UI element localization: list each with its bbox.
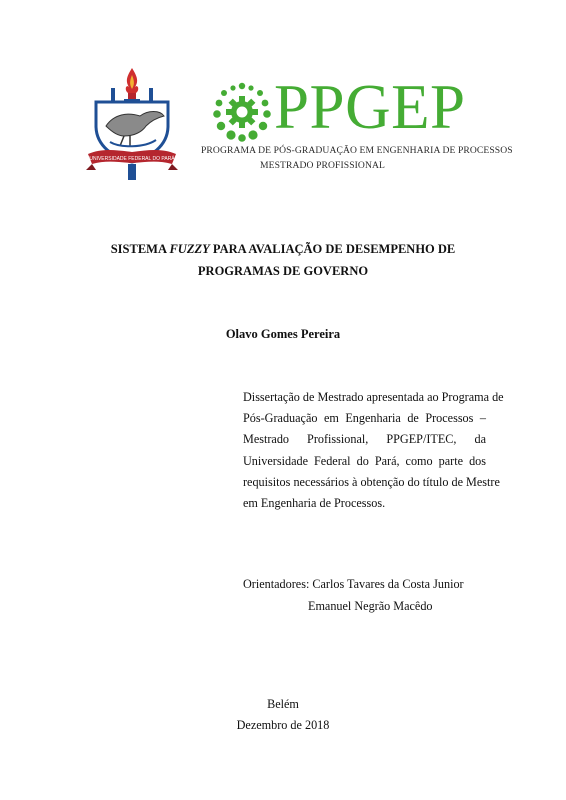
statement-line: Dissertação de Mestrado apresentada ao Programa de bbox=[243, 390, 504, 404]
thesis-title bbox=[78, 238, 488, 282]
statement-line: Universidade Federal do Pará, como parte dos bbox=[243, 453, 486, 468]
statement-line: Pós-Graduação em Engenharia de Processos – bbox=[243, 411, 486, 426]
place-and-date bbox=[0, 694, 566, 736]
place: Belém bbox=[267, 697, 299, 711]
program-name: PROGRAMA DE PÓS-GRADUAÇÃO EM ENGENHARIA DE PROCESSOS bbox=[201, 145, 513, 156]
statement-line: Mestrado Profissional, PPGEP/ITEC, da bbox=[243, 432, 486, 447]
advisor-line-2: Emanuel Negrão Macêdo bbox=[308, 598, 433, 613]
author-name: Olavo Gomes Pereira bbox=[225, 327, 341, 341]
advisors-block bbox=[243, 574, 464, 617]
program-acronym: PPGEP bbox=[274, 72, 466, 142]
advisor-line-1: Orientadores: Carlos Tavares da Costa Junior bbox=[243, 577, 464, 591]
statement-line: em Engenharia de Processos. bbox=[243, 496, 386, 511]
title-part-2: PARA AVALIAÇÃO DE DESEMPENHO DE PROGRAMAS DE GOVERNO bbox=[197, 242, 456, 278]
program-subtitle: MESTRADO PROFISSIONAL bbox=[260, 160, 385, 171]
statement-line: requisitos necessários à obtenção do título de Mestre bbox=[243, 474, 500, 489]
ppgep-gears-icon bbox=[211, 80, 273, 142]
title-emphasis: FUZZY bbox=[169, 242, 210, 256]
title-part-1: SISTEMA bbox=[110, 242, 170, 256]
date: Dezembro de 2018 bbox=[236, 718, 330, 732]
ufpa-seal-icon bbox=[84, 66, 180, 184]
dissertation-statement bbox=[243, 387, 504, 514]
ufpa-seal-text: UNIVERSIDADE FEDERAL DO PARÁ bbox=[89, 156, 175, 162]
